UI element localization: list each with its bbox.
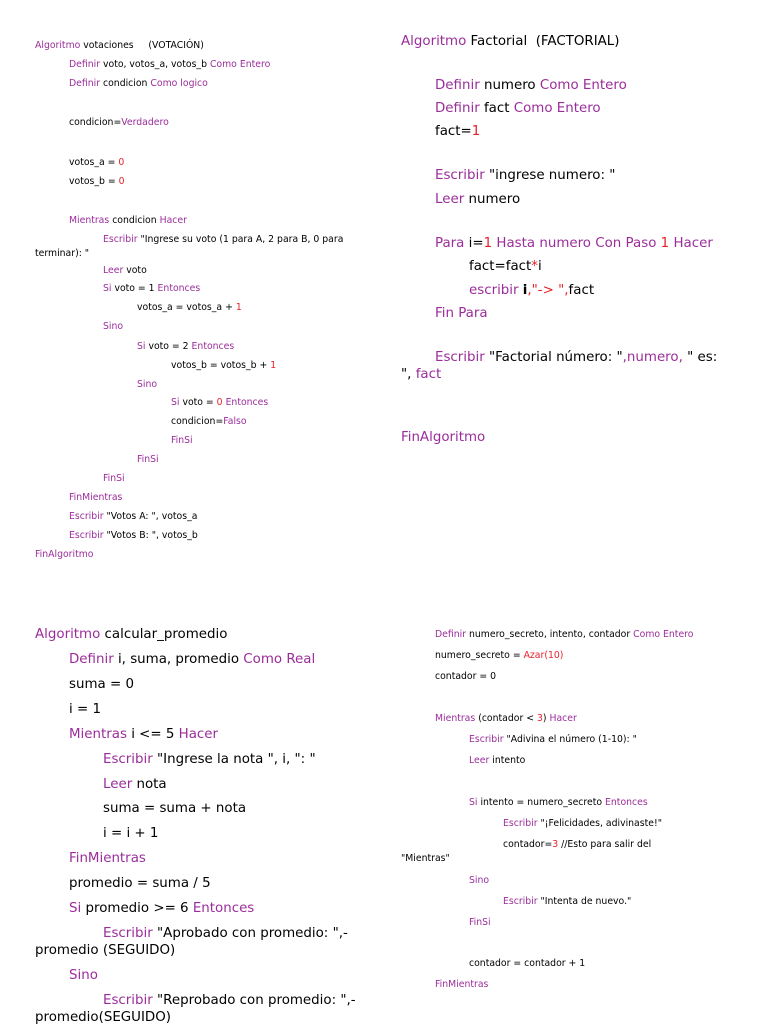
code-token: "¡Felicidades, adivinaste!" [537,818,662,829]
keyword-token: Escribir [103,234,138,245]
literal-token: 1 [483,236,493,251]
code-token: promedio = suma / 5 [69,876,211,891]
code-line [435,350,717,365]
code-line [69,876,211,891]
code-token: ", [401,367,416,382]
code-line [435,979,488,990]
keyword-token: FinSi [171,435,193,446]
code-token: "Ingrese la nota ", i, ": " [152,752,316,767]
keyword-token: Como Real [243,652,316,667]
keyword-token: Escribir [69,530,104,541]
code-line [35,1010,171,1025]
code-token: "Reprobado con promedio: ",- [152,993,356,1008]
keyword-token: Mientras [69,727,127,742]
code-line [435,192,520,207]
code-token: contador = 0 [435,671,497,682]
literal-token: Azar(10) [523,650,564,661]
code-line [35,627,227,642]
code-line [435,306,488,321]
code-token: i, suma, promedio [113,652,244,667]
keyword-token: Como Entero [539,78,627,93]
code-line [69,78,208,89]
literal-token: 1 [270,360,277,371]
code-line [469,917,491,928]
keyword-token: Definir [69,652,114,667]
keyword-token: Si [171,397,180,408]
code-token: condicion [100,78,151,89]
literal-token: 3 [536,713,543,724]
keyword-token: Escribir [435,350,485,365]
code-line [69,968,98,983]
keyword-token: FinAlgoritmo [401,430,486,445]
code-token: fact [568,283,595,298]
keyword-token: Definir [435,629,467,640]
code-line [469,797,648,808]
code-token: i <= 5 [126,727,179,742]
code-line [137,341,234,352]
keyword-token: Si [69,901,82,916]
code-token: contador = contador + 1 [469,958,586,969]
code-line [69,117,169,128]
code-line [469,283,594,298]
keyword-token: Escribir [469,734,504,745]
code-line [435,629,693,640]
code-token: voto = 1 [111,283,158,294]
code-token: promedio (SEGUIDO) [35,943,176,958]
code-token: intento [489,755,526,766]
keyword-token: Escribir [503,818,538,829]
code-line [435,671,496,682]
code-line [503,896,631,907]
literal-token: * [531,259,538,274]
code-token: Factorial (FACTORIAL) [466,34,620,49]
code-line [171,397,268,408]
code-line [103,926,348,941]
code-token: fact [479,101,514,116]
code-token: " es: [687,350,718,365]
code-line [469,875,489,886]
keyword-token: Falso [223,416,247,427]
keyword-token: Entonces [191,341,235,352]
code-line [137,302,242,313]
keyword-token: FinMientras [69,851,146,866]
code-token: numero [479,78,540,93]
keyword-token: Si [103,283,112,294]
code-line [103,752,316,767]
keyword-token: Mientras [69,215,110,226]
keyword-token: Leer [103,777,133,792]
code-token: votaciones (VOTACIÓN) [80,40,204,51]
code-token: contador= [503,839,553,850]
code-token: calcular_promedio [100,627,228,642]
keyword-token: Algoritmo [35,40,81,51]
code-line [103,993,356,1008]
keyword-token: FinSi [469,917,491,928]
code-token: i = i + 1 [103,826,159,841]
code-line [137,379,157,390]
code-line [469,958,585,969]
keyword-token: Hacer [178,727,219,742]
code-token: ) [542,713,550,724]
code-token: condicion= [171,416,224,427]
code-line [69,702,101,717]
literal-token: 3 [552,839,559,850]
keyword-token: FinMientras [435,979,489,990]
keyword-token: Como Entero [513,101,601,116]
literal-token: 1 [235,302,242,313]
keyword-token: Leer [103,265,124,276]
code-token: "Adivina el número (1-10): " [503,734,637,745]
code-line [69,157,124,168]
code-token: votos_b = [69,176,119,187]
code-token: "Intenta de nuevo." [537,896,632,907]
code-line [69,492,122,503]
literal-token: 1 [471,124,481,139]
code-line [469,259,542,274]
code-line [171,435,193,446]
keyword-token: Entonces [157,283,201,294]
code-token: //Esto para salir del [558,839,652,850]
code-token: numero [464,192,521,207]
code-line [103,473,125,484]
code-line [69,530,198,541]
code-line [435,124,480,139]
code-line [103,826,158,841]
code-line [35,40,204,51]
keyword-token: Escribir [69,511,104,522]
keyword-token: FinAlgoritmo [35,549,94,560]
code-token: "Mientras" [401,853,450,864]
keyword-token: Hacer [549,713,577,724]
keyword-token: Escribir [503,896,538,907]
keyword-token: Para [435,236,465,251]
code-token: promedio(SEGUIDO) [35,1010,171,1025]
keyword-token: Hasta numero Con Paso [492,236,661,251]
literal-token: 0 [216,397,223,408]
code-line [35,943,175,958]
code-token: voto, votos_a, votos_b [100,59,210,70]
code-line [435,101,601,116]
code-token: condicion [109,215,160,226]
keyword-token: Si [469,797,478,808]
keyword-token: Escribir [103,752,153,767]
keyword-token: Definir [435,101,480,116]
keyword-token: Entonces [192,901,255,916]
code-token: i [538,259,542,274]
code-line [35,248,89,259]
keyword-token: Hacer [669,236,713,251]
literal-token: 0 [118,157,125,168]
code-line [103,283,200,294]
code-token: "Ingrese su voto (1 para A, 2 para B, 0 para [137,234,344,245]
literal-token: ,"-> ", [527,283,569,298]
keyword-token: ,numero, [622,350,688,365]
code-line [35,549,93,560]
literal-token: 1 [660,236,670,251]
code-line [435,78,627,93]
keyword-token: Definir [435,78,480,93]
code-token: "Aprobado con promedio: ",- [152,926,348,941]
keyword-token: Como Entero [209,59,271,70]
code-line [69,215,187,226]
code-token: suma = suma + nota [103,801,247,816]
keyword-token: Escribir [103,993,153,1008]
code-token: votos_a = votos_a + [137,302,236,313]
code-line [69,59,270,70]
keyword-token: Sino [469,875,490,886]
code-line [401,34,620,49]
keyword-token: Como Entero [633,629,694,640]
code-token: voto = [179,397,217,408]
code-token: votos_a = [69,157,119,168]
keyword-token: Fin Para [435,306,488,321]
keyword-token: Sino [103,321,124,332]
keyword-token: Hacer [159,215,187,226]
code-line [171,360,276,371]
keyword-token: Sino [69,968,98,983]
keyword-token: Escribir [435,168,485,183]
code-token: condicion= [69,117,122,128]
keyword-token: FinSi [103,473,125,484]
keyword-token: Mientras [435,713,476,724]
code-token: "Votos A: ", votos_a [103,511,198,522]
code-line [137,454,159,465]
keyword-token: FinSi [137,454,159,465]
code-line [435,650,563,661]
keyword-token: Definir [69,78,101,89]
keyword-token: escribir [469,283,519,298]
code-line [103,321,123,332]
code-token: "Votos B: ", votos_b [103,530,198,541]
keyword-token: Verdadero [121,117,169,128]
keyword-token: Leer [435,192,465,207]
code-line [69,511,197,522]
code-line [103,265,147,276]
code-token: "ingrese numero: " [484,168,616,183]
code-token: numero_secreto = [435,650,524,661]
code-line [503,818,662,829]
literal-token: 0 [118,176,125,187]
code-line [69,901,254,916]
code-line [103,801,246,816]
keyword-token: Algoritmo [401,34,467,49]
code-line [435,236,713,251]
code-token: fact=fact [469,259,532,274]
code-token: voto [123,265,147,276]
keyword-token: Sino [137,379,158,390]
code-token: voto = 2 [145,341,192,352]
code-token: "Factorial número: " [484,350,623,365]
code-line [469,755,525,766]
keyword-token: fact [415,367,442,382]
code-line [503,839,651,850]
code-token: i = 1 [69,702,101,717]
code-line [469,734,637,745]
code-token: i= [464,236,484,251]
code-token: fact= [435,124,472,139]
code-line [69,727,218,742]
keyword-token: Entonces [225,397,269,408]
code-token: promedio >= 6 [81,901,193,916]
code-line [435,713,577,724]
code-line [103,234,343,245]
code-line [435,168,615,183]
code-line [69,176,125,187]
code-line [69,677,134,692]
code-line [69,851,146,866]
code-line [69,652,315,667]
code-token: i [522,283,528,298]
code-token: votos_b = votos_b + [171,360,271,371]
keyword-token: Entonces [605,797,648,808]
code-token: (contador < [475,713,537,724]
keyword-token: Como logico [150,78,208,89]
keyword-token: Escribir [103,926,153,941]
keyword-token: Si [137,341,146,352]
code-line [171,416,247,427]
code-token: suma = 0 [69,677,134,692]
keyword-token: Algoritmo [35,627,101,642]
code-line [401,367,441,382]
code-line [401,853,450,864]
keyword-token: Definir [69,59,101,70]
keyword-token: FinMientras [69,492,123,503]
code-line [103,777,167,792]
code-token: nota [132,777,167,792]
keyword-token: Leer [469,755,490,766]
code-token: numero_secreto, intento, contador [466,629,634,640]
code-token: terminar): " [35,248,90,259]
code-line [401,430,485,445]
code-token: intento = numero_secreto [477,797,606,808]
